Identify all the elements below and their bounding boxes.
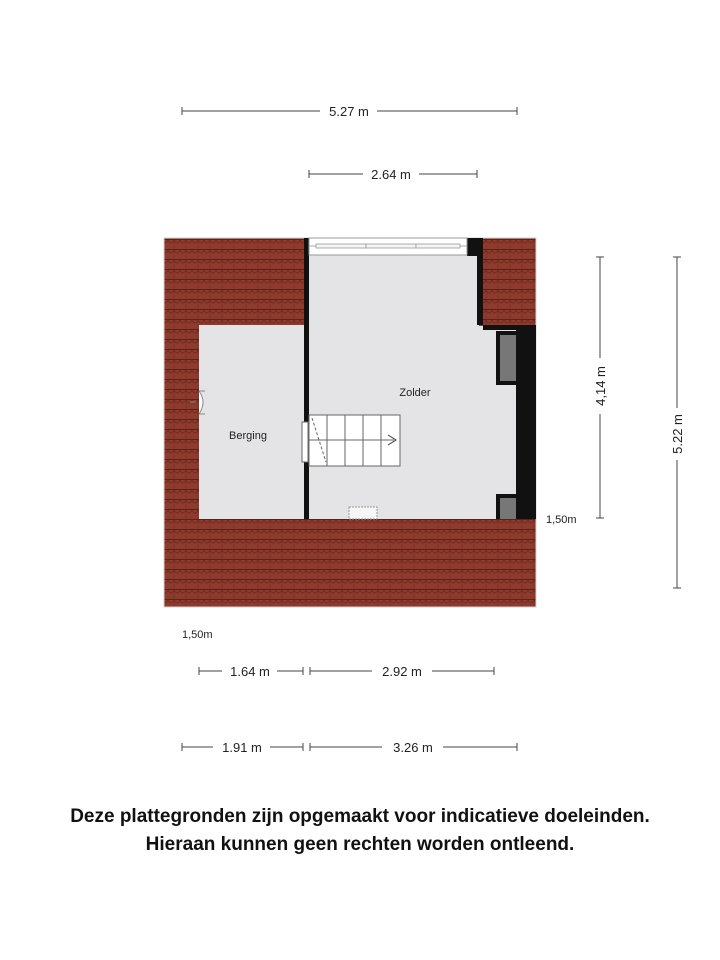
dim-label-top-inner: 2.64 m bbox=[371, 167, 411, 182]
dim-label-bottom-inner-left: 1.64 m bbox=[230, 664, 270, 679]
wall-central bbox=[304, 238, 309, 519]
niche-lower-inner bbox=[500, 498, 516, 519]
dim-label-bottom-outer-left: 1.91 m bbox=[222, 740, 262, 755]
wall-right-top bbox=[483, 325, 536, 330]
disclaimer-line-2: Hieraan kunnen geen rechten worden ontleend. bbox=[145, 834, 575, 855]
dim-label-right-total: 5.22 m bbox=[670, 414, 685, 454]
room-label-berging: Berging bbox=[229, 430, 267, 442]
niche-upper-inner bbox=[500, 335, 516, 381]
zolder-floor bbox=[309, 255, 479, 519]
wall-top-right-block bbox=[467, 238, 483, 256]
height-label-right: 1,50m bbox=[546, 514, 577, 526]
room-label-zolder: Zolder bbox=[399, 387, 431, 399]
wall-right-stub bbox=[477, 255, 483, 325]
disclaimer-line-1: Deze plattegronden zijn opgemaakt voor indicatieve doeleinden. bbox=[70, 806, 650, 827]
height-label-left: 1,50m bbox=[182, 629, 213, 641]
staircase bbox=[302, 415, 400, 466]
dim-label-right-inner: 4,14 m bbox=[593, 366, 608, 406]
dim-label-bottom-inner-right: 2.92 m bbox=[382, 664, 422, 679]
dim-label-top-total: 5.27 m bbox=[329, 104, 369, 119]
dim-label-bottom-outer-right: 3.26 m bbox=[393, 740, 433, 755]
berging-floor bbox=[199, 325, 305, 519]
wall-right bbox=[516, 326, 536, 519]
roof-hatch bbox=[349, 507, 377, 519]
